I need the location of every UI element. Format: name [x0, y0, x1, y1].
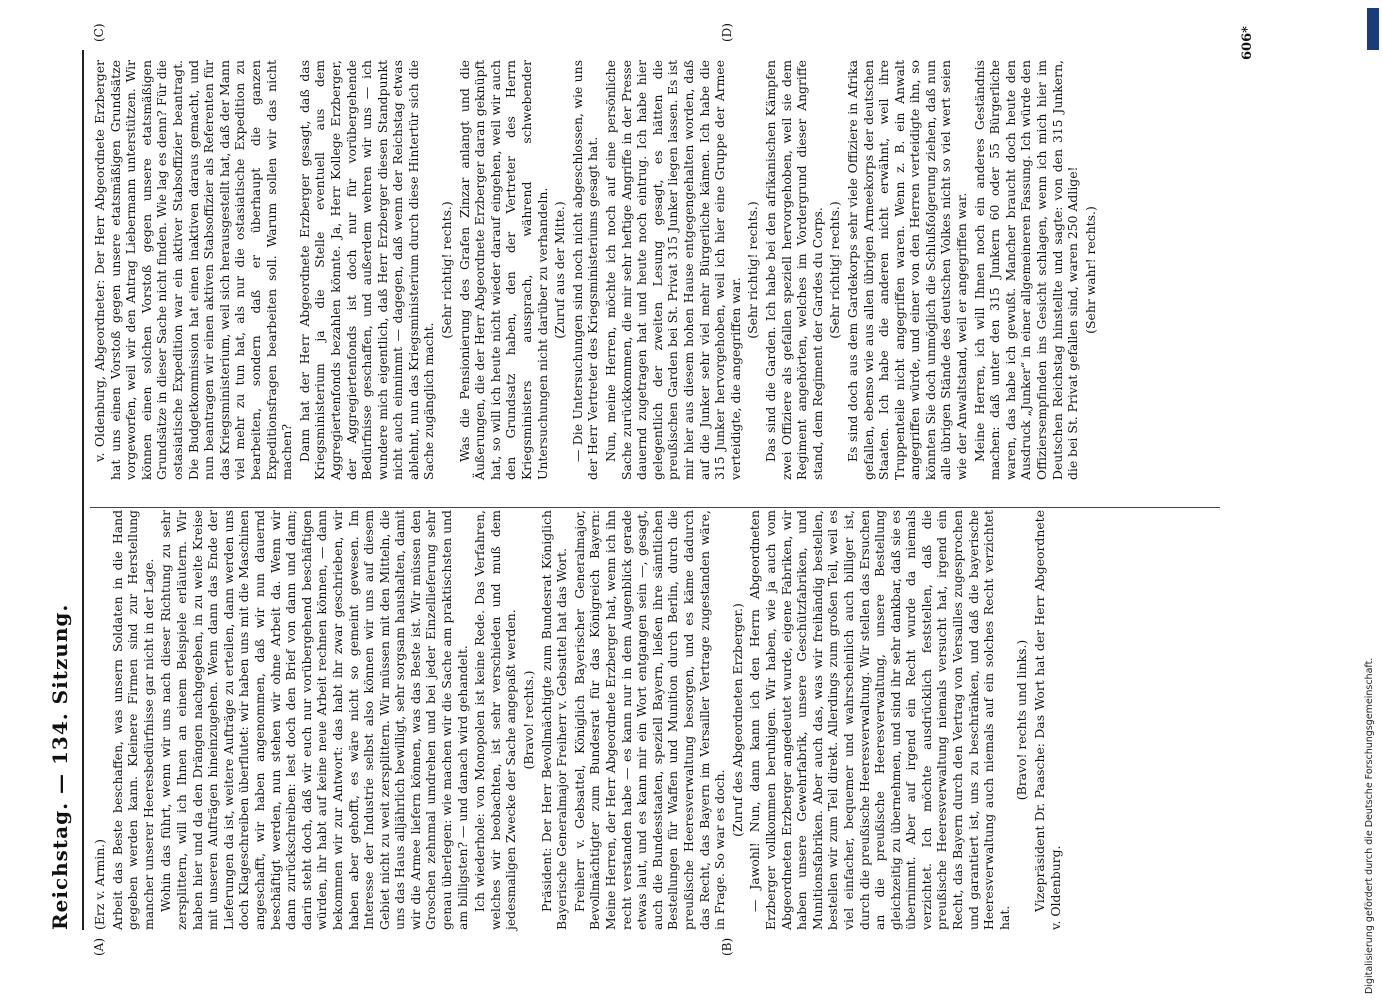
margin-mark-a: (A)	[92, 937, 106, 956]
left-column	[92, 510, 1065, 930]
col1-paragraph: Freiherr v. Gebsattel, Königlich Bayerischer Generalmajor, Bevollmächtigter zum Bundesrat für das Königreich Bayern: Meine Herren, der Herr Abgeordnete Erzberger hat, wenn ich ihn recht verstanden habe — es kann nur in dem Augenblick gerade etwas laut, und es kann mir ein Wort entgangen sein —, gesagt, auch die Bundesstaaten, speziell Bayern, ließen ihre sämtlichen Bestellungen für Waffen und Munition durch Berlin, durch die preußische Heeresverwaltung besorgen, und es käme dadurch das Recht, das Bayern im Versailler Vertrage zugestanden wäre, in Frage. So war es doch.	[571, 510, 728, 930]
col1-interjection: (Zuruf des Abgeordneten Erzberger.)	[729, 603, 745, 837]
dfg-logo: DFG	[1367, 8, 1379, 50]
header-left: Reichstag. — 134. Sitzung.	[48, 603, 72, 930]
signature-mark: 606*	[1240, 26, 1255, 60]
col2-paragraph: — Die Untersuchungen sind noch nicht abgeschlossen, wie uns der Herr Vertreter des Kriegsministeriums gesagt hat.	[569, 60, 601, 480]
col2-paragraph: v. Oldenburg, Abgeordneter: Der Herr Abgeordnete Erzberger hat uns einen Vorstoß gegen unsere etatsmäßigen Grundsätze vorgeworfen, weil wir den Antrag Liebermann unterstützen. Wir können einen solchen Vorstoß gegen unsere etatsmäßigen Grundsätze in dieser Sache nicht finden. Wie lag es denn? Für die ostasiatische Expedition war ein aktiver Stabsoffizier beantragt. Die Budgetkommission hat einen inaktiven daraus gemacht, und nun beantragen wir einen aktiven Stabsoffizier als Referenten für das Kriegsministerium, weil sich herausgestellt hat, daß der Mann viel mehr zu tun hat, als nur die ostasiatische Expedition zu bearbeiten, sondern daß er überhaupt die ganzen Expeditionsfragen bearbeiten soll. Warum sollen wir das nicht machen?	[92, 60, 295, 480]
col1-interjection: (Bravo! rechts.)	[521, 670, 537, 770]
margin-mark-c: (C)	[92, 23, 106, 42]
col2-paragraph: Dann hat der Herr Abgeordnete Erzberger gesagt, daß das Kriegsministerium ja die Stelle eventuell aus dem Aggregiertenfonds bezahlen könnte. Ja, Herr Kollege Erzberger, der Aggregiertenfonds ist doch nur für vorübergehende Bedürfnisse geschaffen, und außerdem wehren wir uns — ich wundere mich eigentlich, daß Herr Erzberger diesen Standpunkt nicht auch einnimmt — dagegen, daß wenn der Reichstag etwas ablehnt, nun das Kriegsministerium durch diese Hintertür sich die Sache zugänglich macht.	[296, 60, 437, 480]
col1-paragraph: Präsident: Der Herr Bevollmächtigte zum Bundesrat Königlich Bayerische Generalmajor Freiherr v. Gebsattel hat das Wort.	[538, 510, 570, 930]
col2-paragraph: Meine Herren, ich will Ihnen noch ein anderes Geständnis machen: daß unter den 315 Junkern 60 oder 55 Bürgerliche waren, das habe ich gewußt. Mancher braucht doch heute den Ausdruck „Junker“ in einer allgemeineren Fassung. Ich würde den Offiziersempfinden ins Gesicht schlagen, wenn ich mich hier im Deutschen Reichstag hinstellte und sagte: von den 315 Junkern, die bei St. Privat gefallen sind, waren 250 Adlige!	[971, 60, 1081, 480]
right-column	[92, 60, 1100, 480]
col2-interjection: (Sehr wahr! rechts.)	[1082, 206, 1098, 334]
col1-interjection: (Bravo! rechts und links.)	[1014, 639, 1030, 801]
column-divider	[90, 507, 1220, 508]
header-rule	[82, 50, 84, 930]
col1-paragraph: Arbeit das Beste beschaffen, was unsern Soldaten in die Hand gegeben werden kann. Kleinere Firmen sind zur Herstellung mancher unserer Heeresbedürfnisse gar nicht in der Lage.	[109, 510, 156, 930]
margin-mark-b: (B)	[720, 937, 734, 956]
col2-interjection: (Zuruf aus der Mitte.)	[552, 201, 568, 339]
col2-interjection: (Sehr richtig! rechts.)	[439, 201, 455, 339]
col2-interjection: (Sehr richtig! rechts.)	[827, 201, 843, 339]
col2-paragraph: Es sind doch aus dem Gardekorps sehr viele Offiziere in Afrika gefallen, ebenso wie aus allen übrigen Armeekorps der deutschen Staaten. Ich habe die anderen nicht erwähnt, weil ihre Truppenteile nicht angegriffen waren. Wenn z. B. ein Anwalt angegriffen würde, und einer von den Herren verteidigte ihn, so könnten Sie doch unmöglich die Schlußfolgerung ziehen, daß nun alle übrigen Stände des deutschen Volkes nicht so viel wert seien wie der Anwaltstand, weil er angegriffen war.	[844, 60, 970, 480]
col2-paragraph: Was die Pensionierung des Grafen Zinzar anlangt und die Äußerungen, die der Herr Abgeordnete Erzberger daran geknüpft hat, so will ich heute nicht wieder darauf eingehen, weil wir auch den Grundsatz haben, den der Vertreter des Herrn Kriegsministers aussprach, während schwebender Untersuchungen nicht darüber zu verhandeln.	[456, 60, 550, 480]
col1-paragraph: Vizepräsident Dr. Paasche: Das Wort hat der Herr Abgeordnete v. Oldenburg.	[1032, 510, 1063, 930]
col1-paragraph: — Jawohl! Nun, dann kann ich den Herrn Abgeordneten Erzberger vollkommen beruhigen. Wir haben, wie ja auch vom Abgeordneten Erzberger angedeutet wurde, eigene Fabriken, wir haben unsere Gewehrfabrik, unsere Geschützfabriken, und Munitionsfabriken. Aber auch das, was wir freihändig bestellen, bestellen wir zum Teil direkt. Allerdings zum großen Teil, weil es viel einfacher, bequemer und wahrscheinlich auch billiger ist, durch die preußische Heeresverwaltung. Wir stellen das Ersuchen an die preußische Heeresverwaltung, unsere Bestellung gleichzeitig zu übernehmen, und sind ihr sehr dankbar, daß sie es übernimmt. Aber auf irgend ein Recht wurde da niemals verzichtet. Ich möchte ausdrücklich feststellen, daß die preußische Heeresverwaltung niemals versucht hat, irgend ein Recht, das Bayern durch den Vertrag von Versailles zugesprochen und garantiert ist, uns zu beschränken, und daß die bayerische Heeresverwaltung auch niemals auf ein solches Recht verzichtet hat.	[747, 510, 1012, 930]
col2-paragraph: Das sind die Garden. Ich habe bei den afrikanischen Kämpfen zwei Offiziere als gefallen speziell hervorgehoben, weil sie dem Regiment angehörten, welches im Vordergrund dieser Angriffe stand, dem Regiment der Gardes du Corps.	[762, 60, 825, 480]
col2-interjection: (Sehr richtig! rechts.)	[745, 201, 761, 339]
margin-mark-d: (D)	[720, 23, 734, 42]
digitization-credit: Digitalisierung gefördert durch die Deutsche Forschungsgemeinschaft.	[1364, 657, 1375, 994]
col1-paragraph: Wohin das führt, wenn wir uns nach dieser Richtung zu sehr zersplittern, will ich Ihnen an einem Beispiele erläutern. Wir haben hier und da den Drängen nachgegeben, in zu weite Kreise mit unseren Aufträgen hineinzugehen. Wenn dann das Ende der Lieferungen da ist, weitere Aufträge zu erteilen, dann werden uns doch Klageschreiben überflutet: wir haben uns mit die Maschinen angeschafft, wir haben angenommen, daß wir nun dauernd beschäftigt werden, nun stehen wir ohne Arbeit da. Wenn wir dann zurückschreiben: lest doch den Brief von dann und dann; darin steht doch, daß wir euch nur vorübergehend beschäftigen würden, ihr habt auf keine neue Arbeit rechnen können, — dann bekommen wir zur Antwort: das habt ihr zwar geschrieben, wir haben aber gehofft, es wäre nicht so gemeint gewesen. Im Interesse der Industrie selbst also können wir uns auf diesem Gebiet nicht zu weit zersplittern. Wir müssen mit den Mitteln, die uns das Haus alljährlich bewilligt, sehr sorgsam haushalten, damit wir die Armee liefern können, was das Beste ist. Wir müssen den Groschen zehnmal umdrehen und bei jeder Einzellieferung sehr genau überlegen: wie machen wir die Sache am praktischsten und am billigsten? — und danach wird gehandelt.	[158, 510, 470, 930]
col1-paragraph: Ich wiederhole: von Monopolen ist keine Rede. Das Verfahren, welches wir beobachten, ist sehr verschieden und muß dem jedesmaligen Zwecke der Sache angepaßt werden.	[472, 510, 519, 930]
col2-paragraph: Nun, meine Herren, möchte ich noch auf eine persönliche Sache zurückkommen, die mir sehr heftige Angriffe in der Presse dauernd zugetragen hat und heute noch eintrug. Ich habe hier gelegentlich der zweiten Lesung gesagt, es hätten die preußischen Garden bei St. Privat 315 Junker liegen lassen. Es ist mir hier aus diesem hohen Hause entgegengehalten worden, daß auf die Junker sehr viel mehr Bürgerliche kämen. Ich habe die 315 Junker hervorgehoben, weil ich hier eine Gruppe der Armee verteidigte, die angegriffen war.	[603, 60, 743, 480]
col1-author: (Erz v. Armin.)	[92, 838, 107, 930]
page-header	[48, 50, 78, 930]
